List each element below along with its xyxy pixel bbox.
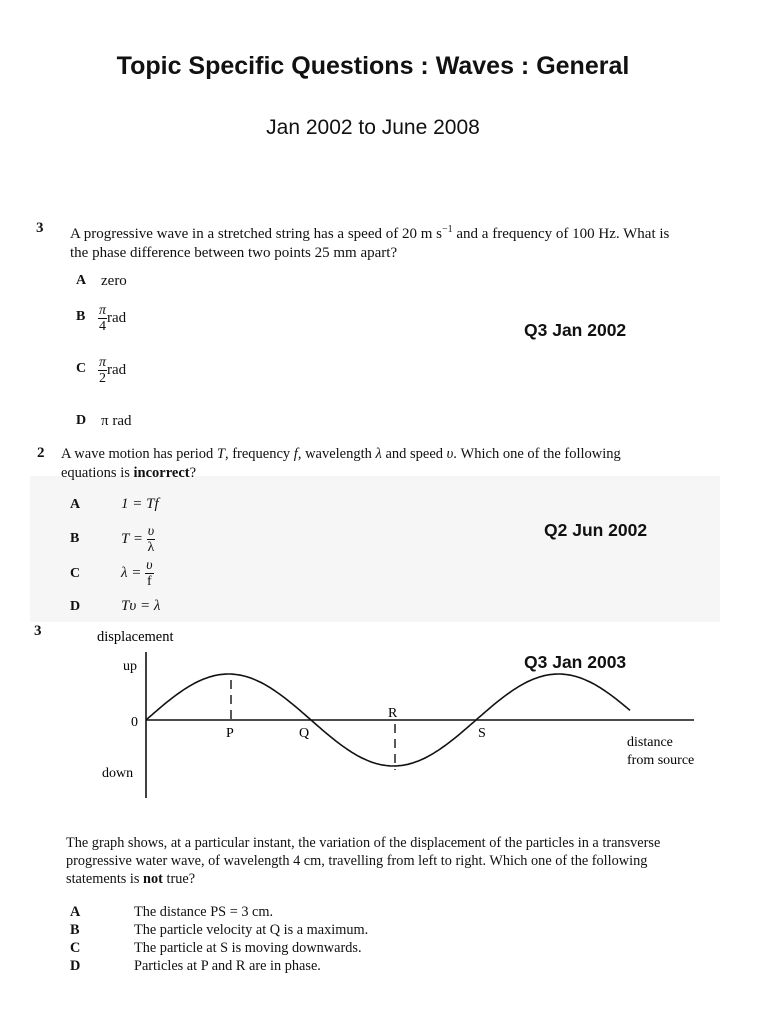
option-letter: D <box>76 413 87 428</box>
x-axis-label-line1: distance <box>627 735 673 750</box>
question-number: 2 <box>37 445 45 461</box>
y-label-zero: 0 <box>131 715 138 730</box>
option-equation: T = $\frac{\upsilon}{\lambda}$ <box>121 524 155 555</box>
option-text: π rad <box>101 413 132 429</box>
option-letter: A <box>70 497 81 512</box>
point-label-r: R <box>388 706 398 721</box>
option-equation: 1 = Tf <box>121 496 159 512</box>
option-equation: Tυ = λ <box>121 598 161 614</box>
option-list <box>70 903 470 975</box>
point-label-p: P <box>226 726 234 741</box>
list-item: D Particles at P and R are in phase. <box>70 958 321 974</box>
y-label-down: down <box>102 766 134 781</box>
question-number: 3 <box>34 623 42 639</box>
question-stem: The graph shows, at a particular instant, the variation of the displacement of the particles in a transverse progressive water wave, of wavelength 4 cm, travelling from left to right. Which one of the following statements is not true? <box>66 835 661 887</box>
x-axis-label-line2: from source <box>627 753 695 768</box>
option-letter: D <box>70 599 81 614</box>
option-letter: C <box>70 566 81 581</box>
list-item: B The particle velocity at Q is a maximum. <box>70 922 369 938</box>
option-equation: λ = $\frac{\upsilon}{f}$ <box>121 558 153 589</box>
page-subtitle: Jan 2002 to June 2008 <box>266 116 480 139</box>
option-text: zero <box>101 273 127 289</box>
question-reference: Q2 Jun 2002 <box>544 520 648 540</box>
list-item: C The particle at S is moving downwards. <box>70 940 362 956</box>
page-title: Topic Specific Questions : Waves : General <box>116 52 630 80</box>
option-fraction: $\frac{\pi}{2}$ rad <box>99 355 127 386</box>
question-reference: Q3 Jan 2002 <box>524 320 627 340</box>
question-number: 3 <box>36 220 44 236</box>
y-label-up: up <box>123 659 137 674</box>
point-label-s: S <box>478 726 486 741</box>
option-fraction: $\frac{\pi}{4}$ rad <box>99 303 127 334</box>
question-reference: Q3 Jan 2003 <box>524 652 627 672</box>
option-letter: B <box>76 309 86 324</box>
y-axis-label: displacement <box>97 629 174 645</box>
option-letter: C <box>76 361 87 376</box>
list-item: A The distance PS = 3 cm. <box>70 904 274 920</box>
point-label-q: Q <box>299 726 310 741</box>
question-stem: A progressive wave in a stretched string has a speed of 20 m $s^{-1}$ and a frequency of 100 Hz. What is the phase difference between two points 25 mm apart? <box>70 224 670 261</box>
option-letter: A <box>76 273 87 288</box>
option-letter: B <box>70 531 80 546</box>
question-stem: A wave motion has period T, frequency f, wavelength λ and speed υ. Which one of the following equations is incorrect? <box>61 446 621 481</box>
